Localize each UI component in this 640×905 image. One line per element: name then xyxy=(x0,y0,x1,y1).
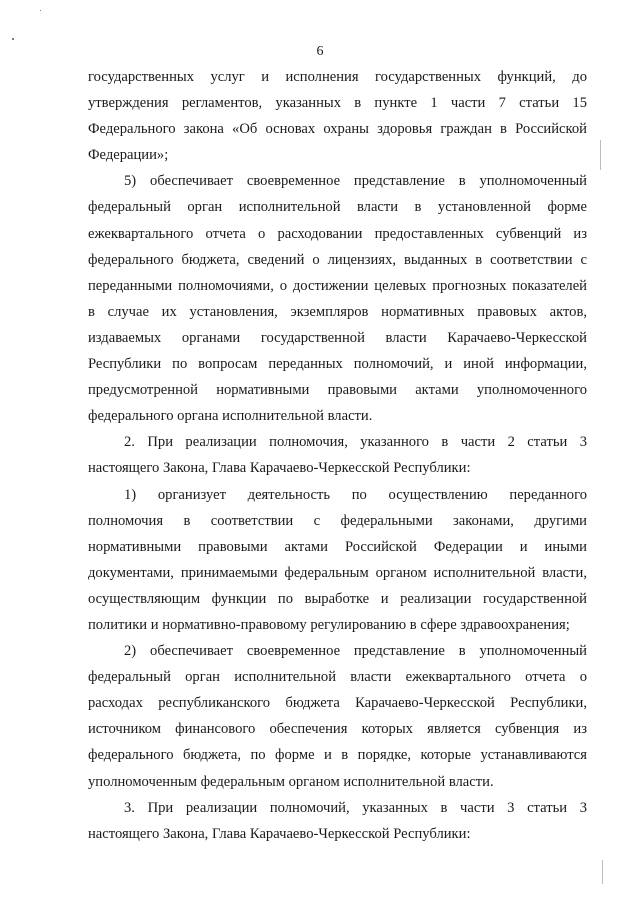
text-line: федерального органа исполнительной власти. xyxy=(88,408,373,425)
text-line: Федерации»; xyxy=(88,147,169,164)
text-line: 3. При реализации полномочий, указанных в части 3 статьи 3 xyxy=(124,799,587,816)
scan-speck xyxy=(12,38,14,40)
text-line: государственных услуг и исполнения государственных функций, до xyxy=(88,69,587,85)
text-line: федеральный орган исполнительной власти в установленной форме xyxy=(88,199,587,216)
text-line: 2) обеспечивает своевременное представление в уполномоченный xyxy=(124,643,587,660)
text-line: документами, принимаемыми федеральным органом исполнительной власти, xyxy=(88,564,587,581)
text-line: Федерального закона «Об основах охраны здоровья граждан в Российской xyxy=(88,121,587,138)
text-line: осуществляющим функции по выработке и реализации государственной xyxy=(88,590,587,607)
text-line: 1) организует деятельность по осуществлению переданного xyxy=(124,486,587,503)
text-line: расходах республиканского бюджета Карачаево-Черкесской Республики, xyxy=(88,695,587,712)
scan-edge-mark xyxy=(602,860,603,884)
text-line: настоящего Закона, Глава Карачаево-Черкесской Республики: xyxy=(88,460,471,477)
text-line: полномочия в соответствии с федеральными законами, другими xyxy=(88,512,587,529)
text-line: 2. При реализации полномочия, указанного в части 2 статьи 3 xyxy=(124,434,587,451)
scan-edge-mark xyxy=(600,140,601,170)
text-line: издаваемых органами государственной власти Карачаево-Черкесской xyxy=(88,329,587,346)
text-line: ежеквартального отчета о расходовании предоставленных субвенций из xyxy=(88,225,587,242)
text-line: 5) обеспечивает своевременное представление в уполномоченный xyxy=(124,173,587,190)
page-number: 6 xyxy=(316,44,324,59)
scan-speck xyxy=(40,10,41,11)
text-line: политики и нормативно-правовому регулированию в сфере здравоохранения; xyxy=(88,616,570,633)
document-body xyxy=(88,64,587,847)
text-line: уполномоченным федеральным органом исполнительной власти. xyxy=(88,773,494,790)
text-line: настоящего Закона, Глава Карачаево-Черкесской Республики: xyxy=(88,825,471,842)
text-line: утверждения регламентов, указанных в пункте 1 части 7 статьи 15 xyxy=(88,95,587,112)
text-line: федерального бюджета, сведений о лицензиях, выданных в соответствии с xyxy=(88,251,587,268)
text-line: федеральный орган исполнительной власти ежеквартального отчета о xyxy=(88,669,587,686)
text-line: источником финансового обеспечения которых является субвенция из xyxy=(88,721,587,738)
text-line: Республики по вопросам переданных полномочий, и иной информации, xyxy=(88,356,587,373)
text-line: переданными полномочиями, о достижении целевых прогнозных показателей xyxy=(88,277,587,294)
text-line: в случае их установления, экземпляров нормативных правовых актов, xyxy=(88,303,587,320)
text-line: федерального бюджета, по форме и в порядке, которые устанавливаются xyxy=(88,747,587,764)
text-line: нормативными правовыми актами Российской Федерации и иными xyxy=(88,538,587,555)
text-line: предусмотренной нормативными правовыми актами уполномоченного xyxy=(88,382,587,399)
